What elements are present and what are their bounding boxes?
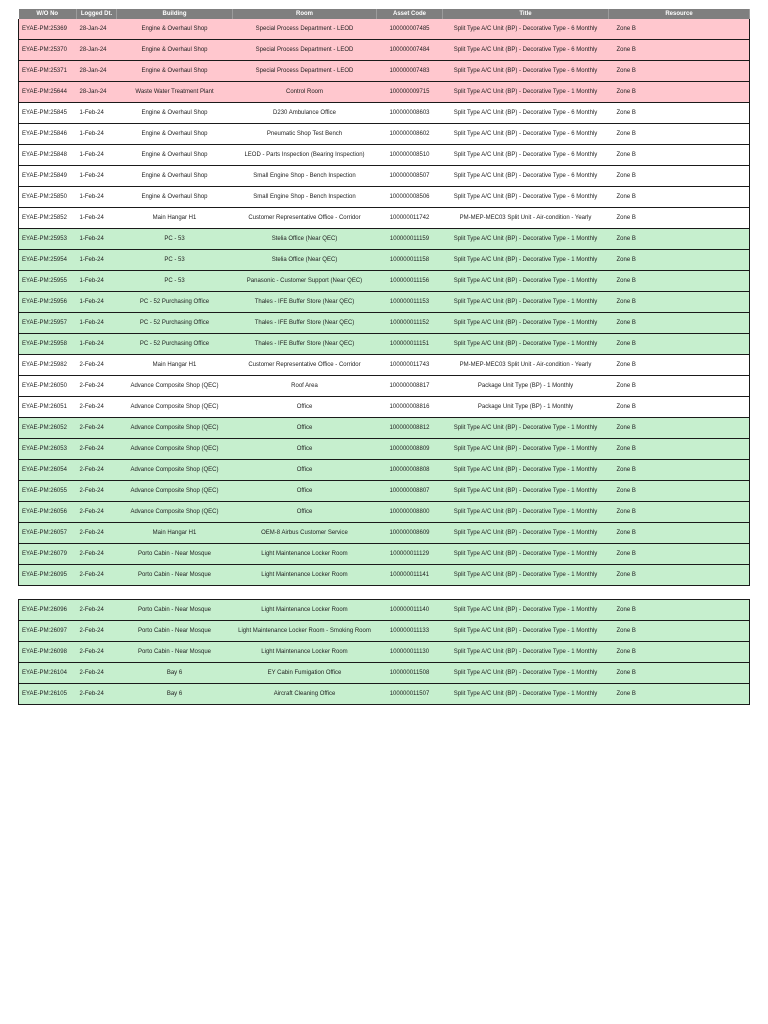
cell-logged-date: 1-Feb-24	[77, 229, 117, 250]
cell-building: PC - 52 Purchasing Office	[117, 334, 233, 355]
cell-room: Light Maintenance Locker Room - Smoking Room	[233, 621, 377, 642]
cell-resource: Zone B	[609, 642, 750, 663]
column-header-logged-date[interactable]: Logged Dt.	[77, 9, 117, 19]
cell-room: Stelia Office (Near QEC)	[233, 229, 377, 250]
cell-room: Light Maintenance Locker Room	[233, 544, 377, 565]
cell-wo-no: EYAE-PM:26079	[19, 544, 77, 565]
cell-logged-date: 1-Feb-24	[77, 124, 117, 145]
table-row[interactable]	[19, 208, 750, 229]
table-row[interactable]	[19, 439, 750, 460]
cell-building: Porto Cabin - Near Mosque	[117, 621, 233, 642]
cell-resource: Zone B	[609, 292, 750, 313]
page-break-gap	[18, 586, 749, 599]
cell-building: Bay 6	[117, 663, 233, 684]
cell-logged-date: 1-Feb-24	[77, 166, 117, 187]
table-row[interactable]	[19, 19, 750, 40]
cell-room: Office	[233, 418, 377, 439]
cell-asset-code: 100000008816	[377, 397, 443, 418]
cell-wo-no: EYAE-PM:25958	[19, 334, 77, 355]
table-row[interactable]	[19, 600, 750, 621]
cell-title: Split Type A/C Unit (BP) - Decorative Type - 6 Monthly	[443, 61, 609, 82]
cell-title: Split Type A/C Unit (BP) - Decorative Type - 1 Monthly	[443, 502, 609, 523]
cell-title: Split Type A/C Unit (BP) - Decorative Type - 1 Monthly	[443, 250, 609, 271]
cell-logged-date: 28-Jan-24	[77, 19, 117, 40]
cell-resource: Zone B	[609, 103, 750, 124]
cell-title: PM-MEP-MEC03 Split Unit - Air-condition - Yearly	[443, 208, 609, 229]
cell-resource: Zone B	[609, 82, 750, 103]
cell-resource: Zone B	[609, 124, 750, 145]
cell-room: Office	[233, 481, 377, 502]
cell-asset-code: 100000011130	[377, 642, 443, 663]
cell-building: Porto Cabin - Near Mosque	[117, 600, 233, 621]
cell-resource: Zone B	[609, 481, 750, 502]
table-row[interactable]	[19, 502, 750, 523]
cell-wo-no: EYAE-PM:26105	[19, 684, 77, 705]
cell-building: Advance Composite Shop (QEC)	[117, 460, 233, 481]
column-header-resource[interactable]: Resource	[609, 9, 750, 19]
cell-room: Control Room	[233, 82, 377, 103]
cell-asset-code: 100000008812	[377, 418, 443, 439]
table-header	[19, 9, 750, 19]
cell-wo-no: EYAE-PM:25956	[19, 292, 77, 313]
cell-wo-no: EYAE-PM:25849	[19, 166, 77, 187]
cell-asset-code: 100000011129	[377, 544, 443, 565]
cell-room: Light Maintenance Locker Room	[233, 565, 377, 586]
cell-building: Advance Composite Shop (QEC)	[117, 418, 233, 439]
cell-resource: Zone B	[609, 502, 750, 523]
cell-room: Light Maintenance Locker Room	[233, 600, 377, 621]
cell-resource: Zone B	[609, 376, 750, 397]
table-row[interactable]	[19, 103, 750, 124]
cell-asset-code: 100000011133	[377, 621, 443, 642]
cell-room: Panasonic - Customer Support (Near QEC)	[233, 271, 377, 292]
cell-title: Split Type A/C Unit (BP) - Decorative Type - 1 Monthly	[443, 418, 609, 439]
cell-logged-date: 2-Feb-24	[77, 439, 117, 460]
cell-room: Special Process Department - LEOD	[233, 19, 377, 40]
cell-wo-no: EYAE-PM:26057	[19, 523, 77, 544]
table-row[interactable]	[19, 642, 750, 663]
cell-room: Office	[233, 397, 377, 418]
cell-building: Engine & Overhaul Shop	[117, 187, 233, 208]
cell-wo-no: EYAE-PM:26056	[19, 502, 77, 523]
cell-logged-date: 2-Feb-24	[77, 397, 117, 418]
cell-asset-code: 100000011158	[377, 250, 443, 271]
cell-building: PC - 53	[117, 250, 233, 271]
cell-wo-no: EYAE-PM:25369	[19, 19, 77, 40]
table-row[interactable]	[19, 187, 750, 208]
cell-logged-date: 28-Jan-24	[77, 61, 117, 82]
cell-logged-date: 2-Feb-24	[77, 642, 117, 663]
cell-room: Special Process Department - LEOD	[233, 40, 377, 61]
cell-wo-no: EYAE-PM:26096	[19, 600, 77, 621]
cell-asset-code: 100000008808	[377, 460, 443, 481]
cell-logged-date: 2-Feb-24	[77, 418, 117, 439]
table-row[interactable]	[19, 663, 750, 684]
cell-building: Main Hangar H1	[117, 208, 233, 229]
cell-building: Engine & Overhaul Shop	[117, 124, 233, 145]
table-row[interactable]	[19, 229, 750, 250]
cell-room: Roof Area	[233, 376, 377, 397]
table-row[interactable]	[19, 82, 750, 103]
table-row[interactable]	[19, 250, 750, 271]
cell-room: Stelia Office (Near QEC)	[233, 250, 377, 271]
cell-logged-date: 2-Feb-24	[77, 621, 117, 642]
cell-building: Engine & Overhaul Shop	[117, 145, 233, 166]
cell-wo-no: EYAE-PM:25845	[19, 103, 77, 124]
cell-wo-no: EYAE-PM:26051	[19, 397, 77, 418]
cell-wo-no: EYAE-PM:26053	[19, 439, 77, 460]
table-row[interactable]	[19, 523, 750, 544]
table-row[interactable]	[19, 355, 750, 376]
cell-resource: Zone B	[609, 523, 750, 544]
cell-building: Porto Cabin - Near Mosque	[117, 565, 233, 586]
table-row[interactable]	[19, 376, 750, 397]
cell-building: Engine & Overhaul Shop	[117, 61, 233, 82]
cell-title: Split Type A/C Unit (BP) - Decorative Type - 1 Monthly	[443, 684, 609, 705]
cell-logged-date: 28-Jan-24	[77, 82, 117, 103]
cell-room: Customer Representative Office - Corridor	[233, 355, 377, 376]
cell-wo-no: EYAE-PM:25850	[19, 187, 77, 208]
table-row[interactable]	[19, 481, 750, 502]
table-row[interactable]	[19, 397, 750, 418]
cell-title: Split Type A/C Unit (BP) - Decorative Type - 1 Monthly	[443, 642, 609, 663]
cell-logged-date: 2-Feb-24	[77, 565, 117, 586]
cell-title: Package Unit Type (BP) - 1 Monthly	[443, 397, 609, 418]
cell-resource: Zone B	[609, 544, 750, 565]
table-row[interactable]	[19, 684, 750, 705]
cell-wo-no: EYAE-PM:26098	[19, 642, 77, 663]
cell-logged-date: 2-Feb-24	[77, 502, 117, 523]
table-row[interactable]	[19, 418, 750, 439]
cell-building: Advance Composite Shop (QEC)	[117, 397, 233, 418]
cell-building: Advance Composite Shop (QEC)	[117, 439, 233, 460]
cell-room: OEM-8 Airbus Customer Service	[233, 523, 377, 544]
cell-logged-date: 1-Feb-24	[77, 292, 117, 313]
cell-room: Office	[233, 439, 377, 460]
cell-logged-date: 1-Feb-24	[77, 187, 117, 208]
cell-resource: Zone B	[609, 439, 750, 460]
cell-resource: Zone B	[609, 418, 750, 439]
cell-room: Customer Representative Office - Corridor	[233, 208, 377, 229]
cell-logged-date: 2-Feb-24	[77, 376, 117, 397]
cell-building: PC - 52 Purchasing Office	[117, 313, 233, 334]
cell-wo-no: EYAE-PM:25953	[19, 229, 77, 250]
table-body	[19, 19, 750, 586]
cell-asset-code: 100000011508	[377, 663, 443, 684]
cell-resource: Zone B	[609, 187, 750, 208]
cell-asset-code: 100000011153	[377, 292, 443, 313]
cell-title: Split Type A/C Unit (BP) - Decorative Type - 1 Monthly	[443, 544, 609, 565]
cell-logged-date: 1-Feb-24	[77, 334, 117, 355]
cell-resource: Zone B	[609, 40, 750, 61]
cell-building: PC - 53	[117, 271, 233, 292]
cell-room: Light Maintenance Locker Room	[233, 642, 377, 663]
cell-wo-no: EYAE-PM:26095	[19, 565, 77, 586]
cell-title: Split Type A/C Unit (BP) - Decorative Type - 6 Monthly	[443, 124, 609, 145]
cell-asset-code: 100000008609	[377, 523, 443, 544]
cell-asset-code: 100000008602	[377, 124, 443, 145]
cell-wo-no: EYAE-PM:25852	[19, 208, 77, 229]
cell-title: Split Type A/C Unit (BP) - Decorative Type - 6 Monthly	[443, 103, 609, 124]
cell-wo-no: EYAE-PM:25848	[19, 145, 77, 166]
cell-room: Special Process Department - LEOD	[233, 61, 377, 82]
cell-logged-date: 2-Feb-24	[77, 684, 117, 705]
cell-title: Split Type A/C Unit (BP) - Decorative Type - 1 Monthly	[443, 663, 609, 684]
cell-wo-no: EYAE-PM:26054	[19, 460, 77, 481]
cell-room: LEOD - Parts Inspection (Bearing Inspection)	[233, 145, 377, 166]
cell-wo-no: EYAE-PM:26052	[19, 418, 77, 439]
table-row[interactable]	[19, 334, 750, 355]
cell-logged-date: 1-Feb-24	[77, 271, 117, 292]
cell-resource: Zone B	[609, 621, 750, 642]
cell-wo-no: EYAE-PM:25846	[19, 124, 77, 145]
cell-title: Split Type A/C Unit (BP) - Decorative Type - 1 Monthly	[443, 565, 609, 586]
cell-logged-date: 2-Feb-24	[77, 481, 117, 502]
cell-asset-code: 100000008807	[377, 481, 443, 502]
cell-asset-code: 100000007484	[377, 40, 443, 61]
work-order-sheet	[18, 9, 749, 705]
cell-title: Split Type A/C Unit (BP) - Decorative Type - 1 Monthly	[443, 313, 609, 334]
table-body-continued	[19, 600, 750, 705]
cell-logged-date: 1-Feb-24	[77, 145, 117, 166]
cell-room: Thales - IFE Buffer Store (Near QEC)	[233, 313, 377, 334]
cell-building: Advance Composite Shop (QEC)	[117, 502, 233, 523]
cell-asset-code: 100000008507	[377, 166, 443, 187]
cell-resource: Zone B	[609, 565, 750, 586]
cell-asset-code: 100000011152	[377, 313, 443, 334]
cell-building: Engine & Overhaul Shop	[117, 166, 233, 187]
cell-building: Engine & Overhaul Shop	[117, 103, 233, 124]
cell-logged-date: 1-Feb-24	[77, 208, 117, 229]
cell-logged-date: 1-Feb-24	[77, 313, 117, 334]
cell-title: Split Type A/C Unit (BP) - Decorative Type - 6 Monthly	[443, 187, 609, 208]
cell-title: Split Type A/C Unit (BP) - Decorative Type - 1 Monthly	[443, 523, 609, 544]
cell-wo-no: EYAE-PM:25370	[19, 40, 77, 61]
cell-building: Engine & Overhaul Shop	[117, 40, 233, 61]
cell-logged-date: 2-Feb-24	[77, 523, 117, 544]
work-order-table	[18, 9, 750, 586]
cell-title: Split Type A/C Unit (BP) - Decorative Type - 1 Monthly	[443, 229, 609, 250]
cell-asset-code: 100000011141	[377, 565, 443, 586]
cell-wo-no: EYAE-PM:25957	[19, 313, 77, 334]
table-row[interactable]	[19, 40, 750, 61]
cell-asset-code: 100000007483	[377, 61, 443, 82]
cell-building: Main Hangar H1	[117, 355, 233, 376]
cell-wo-no: EYAE-PM:25954	[19, 250, 77, 271]
table-row[interactable]	[19, 124, 750, 145]
cell-logged-date: 2-Feb-24	[77, 663, 117, 684]
cell-title: Split Type A/C Unit (BP) - Decorative Type - 6 Monthly	[443, 40, 609, 61]
cell-resource: Zone B	[609, 229, 750, 250]
table-row[interactable]	[19, 271, 750, 292]
cell-title: Split Type A/C Unit (BP) - Decorative Type - 1 Monthly	[443, 271, 609, 292]
cell-wo-no: EYAE-PM:25982	[19, 355, 77, 376]
cell-resource: Zone B	[609, 61, 750, 82]
cell-building: Porto Cabin - Near Mosque	[117, 642, 233, 663]
column-header-wo-no[interactable]: W/O No	[19, 9, 77, 19]
cell-asset-code: 100000008510	[377, 145, 443, 166]
cell-logged-date: 2-Feb-24	[77, 600, 117, 621]
cell-room: D230 Ambulance Office	[233, 103, 377, 124]
column-header-room[interactable]: Room	[233, 9, 377, 19]
cell-asset-code: 100000008809	[377, 439, 443, 460]
cell-logged-date: 2-Feb-24	[77, 355, 117, 376]
cell-resource: Zone B	[609, 397, 750, 418]
cell-asset-code: 100000011743	[377, 355, 443, 376]
cell-title: Split Type A/C Unit (BP) - Decorative Type - 1 Monthly	[443, 82, 609, 103]
cell-resource: Zone B	[609, 313, 750, 334]
cell-building: Bay 6	[117, 684, 233, 705]
table-row[interactable]	[19, 460, 750, 481]
work-order-table-continued	[18, 599, 750, 705]
cell-title: Split Type A/C Unit (BP) - Decorative Type - 1 Monthly	[443, 439, 609, 460]
cell-room: Aircraft Cleaning Office	[233, 684, 377, 705]
cell-resource: Zone B	[609, 460, 750, 481]
cell-building: PC - 53	[117, 229, 233, 250]
cell-title: Split Type A/C Unit (BP) - Decorative Type - 1 Monthly	[443, 292, 609, 313]
cell-title: Split Type A/C Unit (BP) - Decorative Type - 1 Monthly	[443, 600, 609, 621]
cell-building: Advance Composite Shop (QEC)	[117, 376, 233, 397]
cell-wo-no: EYAE-PM:26055	[19, 481, 77, 502]
table-row[interactable]	[19, 621, 750, 642]
cell-title: PM-MEP-MEC03 Split Unit - Air-condition - Yearly	[443, 355, 609, 376]
cell-room: Office	[233, 502, 377, 523]
cell-logged-date: 1-Feb-24	[77, 250, 117, 271]
cell-building: Main Hangar H1	[117, 523, 233, 544]
table-row[interactable]	[19, 166, 750, 187]
cell-asset-code: 100000011140	[377, 600, 443, 621]
column-header-title[interactable]: Title	[443, 9, 609, 19]
cell-room: Office	[233, 460, 377, 481]
table-row[interactable]	[19, 313, 750, 334]
cell-asset-code: 100000011156	[377, 271, 443, 292]
cell-resource: Zone B	[609, 684, 750, 705]
cell-building: PC - 52 Purchasing Office	[117, 292, 233, 313]
cell-wo-no: EYAE-PM:25644	[19, 82, 77, 103]
cell-asset-code: 100000009715	[377, 82, 443, 103]
cell-asset-code: 100000008603	[377, 103, 443, 124]
cell-resource: Zone B	[609, 600, 750, 621]
table-row[interactable]	[19, 292, 750, 313]
cell-logged-date: 2-Feb-24	[77, 460, 117, 481]
column-header-building[interactable]: Building	[117, 9, 233, 19]
table-row[interactable]	[19, 544, 750, 565]
cell-room: Small Engine Shop - Bench Inspection	[233, 166, 377, 187]
table-row[interactable]	[19, 61, 750, 82]
cell-wo-no: EYAE-PM:25371	[19, 61, 77, 82]
cell-asset-code: 100000007485	[377, 19, 443, 40]
cell-building: Engine & Overhaul Shop	[117, 19, 233, 40]
cell-wo-no: EYAE-PM:25955	[19, 271, 77, 292]
cell-asset-code: 100000011507	[377, 684, 443, 705]
cell-asset-code: 100000011742	[377, 208, 443, 229]
column-header-asset-code[interactable]: Asset Code	[377, 9, 443, 19]
cell-room: Thales - IFE Buffer Store (Near QEC)	[233, 292, 377, 313]
cell-asset-code: 100000011151	[377, 334, 443, 355]
cell-room: Small Engine Shop - Bench Inspection	[233, 187, 377, 208]
cell-resource: Zone B	[609, 208, 750, 229]
cell-wo-no: EYAE-PM:26050	[19, 376, 77, 397]
cell-asset-code: 100000008800	[377, 502, 443, 523]
cell-title: Split Type A/C Unit (BP) - Decorative Type - 6 Monthly	[443, 166, 609, 187]
cell-wo-no: EYAE-PM:26097	[19, 621, 77, 642]
table-row[interactable]	[19, 145, 750, 166]
cell-title: Split Type A/C Unit (BP) - Decorative Type - 6 Monthly	[443, 19, 609, 40]
cell-wo-no: EYAE-PM:26104	[19, 663, 77, 684]
cell-building: Advance Composite Shop (QEC)	[117, 481, 233, 502]
cell-resource: Zone B	[609, 334, 750, 355]
cell-resource: Zone B	[609, 271, 750, 292]
cell-logged-date: 1-Feb-24	[77, 103, 117, 124]
cell-room: Pneumatic Shop Test Bench	[233, 124, 377, 145]
cell-building: Porto Cabin - Near Mosque	[117, 544, 233, 565]
cell-logged-date: 28-Jan-24	[77, 40, 117, 61]
cell-resource: Zone B	[609, 145, 750, 166]
cell-room: Thales - IFE Buffer Store (Near QEC)	[233, 334, 377, 355]
cell-title: Split Type A/C Unit (BP) - Decorative Type - 1 Monthly	[443, 334, 609, 355]
table-row[interactable]	[19, 565, 750, 586]
cell-resource: Zone B	[609, 250, 750, 271]
cell-resource: Zone B	[609, 663, 750, 684]
cell-title: Split Type A/C Unit (BP) - Decorative Type - 1 Monthly	[443, 481, 609, 502]
cell-room: EY Cabin Fumigation Office	[233, 663, 377, 684]
cell-title: Split Type A/C Unit (BP) - Decorative Type - 6 Monthly	[443, 145, 609, 166]
cell-asset-code: 100000011159	[377, 229, 443, 250]
cell-asset-code: 100000008506	[377, 187, 443, 208]
cell-title: Split Type A/C Unit (BP) - Decorative Type - 1 Monthly	[443, 460, 609, 481]
cell-logged-date: 2-Feb-24	[77, 544, 117, 565]
cell-title: Split Type A/C Unit (BP) - Decorative Type - 1 Monthly	[443, 621, 609, 642]
cell-resource: Zone B	[609, 19, 750, 40]
cell-resource: Zone B	[609, 166, 750, 187]
cell-building: Waste Water Treatment Plant	[117, 82, 233, 103]
cell-asset-code: 100000008817	[377, 376, 443, 397]
cell-resource: Zone B	[609, 355, 750, 376]
cell-title: Package Unit Type (BP) - 1 Monthly	[443, 376, 609, 397]
